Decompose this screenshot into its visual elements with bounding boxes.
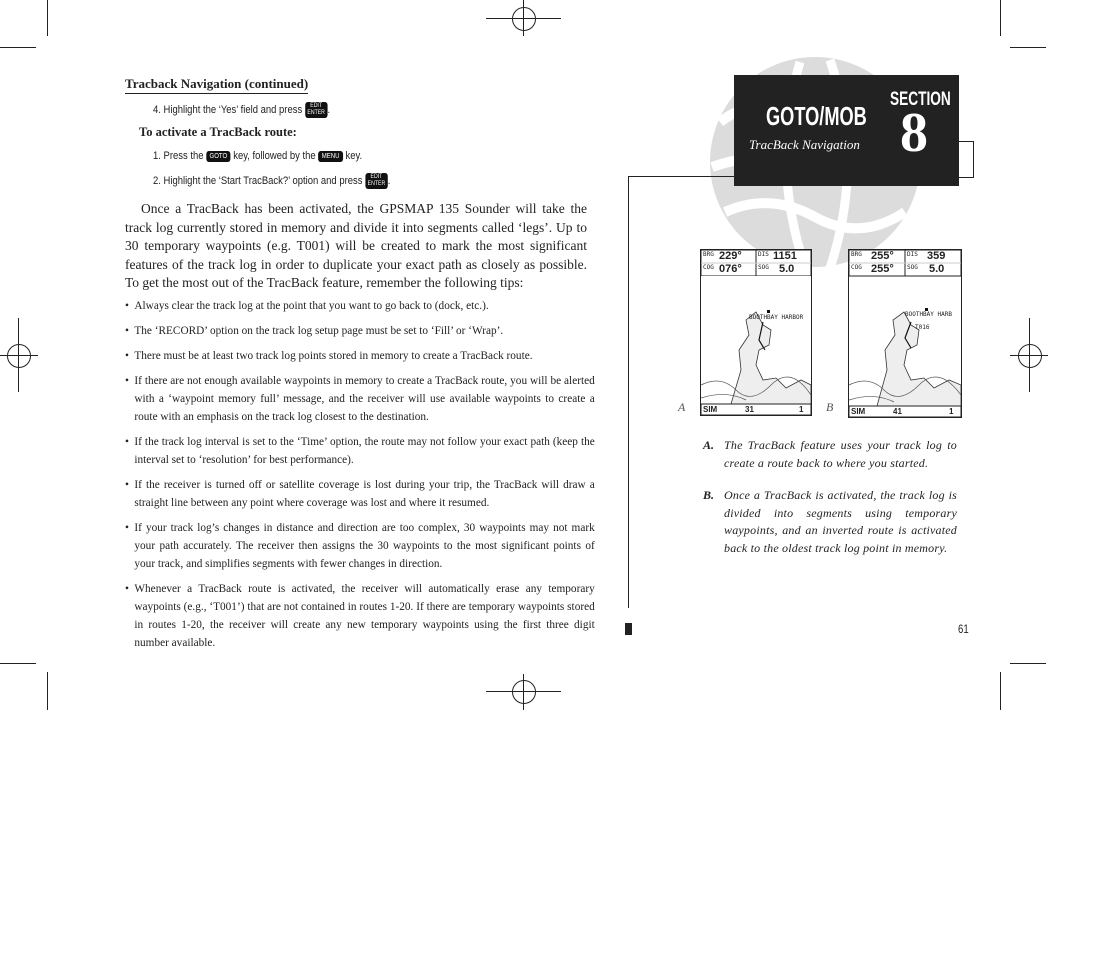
caption-letter: A. xyxy=(703,438,715,452)
unit-indicator: 1 xyxy=(949,407,954,416)
list-item: • Whenever a TracBack route is activated, the receiver will automatically erase any temporary waypoints (e.g., ‘T001’) that are not contained in routes 1-20. If there are temporary waypoints stored in routes 1-20, the receiver will create any new temporary waypoints using the first three digit number available. xyxy=(125,579,595,651)
subheading: To activate a TracBack route: xyxy=(139,125,297,139)
section-heading: Tracback Navigation (continued) xyxy=(125,76,308,94)
map-place-label: BOOTHBAY HARBOR xyxy=(749,314,804,321)
edit-enter-key-icon: EDIT ENTER xyxy=(365,173,388,189)
section-label: SECTION xyxy=(890,89,951,110)
step-2: 2. Highlight the ‘Start TracBack?’ option and press EDIT ENTER . xyxy=(153,174,391,187)
section-number: 8 xyxy=(900,102,928,164)
tips-list xyxy=(125,296,595,658)
caption-a xyxy=(703,437,957,472)
map-place-label: BOOTHBAY HARB xyxy=(905,311,952,318)
gps-screen-a xyxy=(700,249,812,416)
sim-indicator: SIM xyxy=(851,407,866,416)
unit-indicator: 1 xyxy=(799,405,804,414)
section-subtitle: TracBack Navigation xyxy=(749,137,860,152)
sim-indicator: SIM xyxy=(703,405,718,414)
intro-paragraph: Once a TracBack has been activated, the GPSMAP 135 Sounder will take the track log currently stored in memory and divide it into segments called ‘legs’. Up to 30 temporary waypoints (e.g. T001) will be created to mark the most significant features of the track log in order to duplicate your exact path as closely as possible. To get the most out of the TracBack feature, remember the following tips: xyxy=(125,201,587,290)
list-item: • Always clear the track log at the point that you want to go back to (dock, etc.). xyxy=(125,296,595,314)
cog-label: COG xyxy=(703,264,714,271)
brg-value: 229° xyxy=(719,250,742,262)
gps-screen-b xyxy=(848,249,962,418)
brg-label: BRG xyxy=(703,251,714,258)
zoom-level: 31 xyxy=(745,405,754,414)
step-1: 1. Press the GOTO key, followed by the MENU key. xyxy=(153,150,363,162)
list-item: • If there are not enough available waypoints in memory to create a TracBack route, you will be alerted with a ‘waypoint memory full’ message, and the receiver will use available waypoints to create a route with an emphasis on the track log closest to the destination. xyxy=(125,371,595,425)
menu-key-icon: MENU xyxy=(318,151,343,162)
brg-label: BRG xyxy=(851,251,862,258)
cog-label: COG xyxy=(851,264,862,271)
list-item: • If the receiver is turned off or satellite coverage is lost during your trip, the TracBack will draw a straight line between any point where coverage was lost and where it resumed. xyxy=(125,475,595,511)
waypoint-label: T016 xyxy=(915,324,930,331)
figure-label-b: B xyxy=(826,400,834,414)
cog-value: 255° xyxy=(871,263,894,275)
dis-label: DIS xyxy=(758,251,769,258)
section-title: GOTO/MOB xyxy=(766,101,867,131)
caption-b xyxy=(703,487,957,557)
edit-enter-key-icon: EDIT ENTER xyxy=(305,102,328,118)
list-item: • The ‘RECORD’ option on the track log setup page must be set to ‘Fill’ or ‘Wrap’. xyxy=(125,321,595,339)
sog-value: 5.0 xyxy=(779,263,795,275)
list-item: • If your track log’s changes in distance and direction are too complex, 30 waypoints may not mark your path accurately. The receiver then assigns the 30 waypoints to the most significant points of your track, and simplifies segments with fewer changes in direction. xyxy=(125,518,595,572)
column-rule xyxy=(628,176,629,608)
column-rule-top xyxy=(628,176,734,177)
caption-text: The TracBack feature uses your track log to create a route back to where you started. xyxy=(724,438,957,470)
page-marker xyxy=(625,623,632,635)
page-number: 61 xyxy=(958,622,969,636)
cog-value: 076° xyxy=(719,263,742,275)
sog-label: SOG xyxy=(758,264,769,271)
goto-key-icon: GOTO xyxy=(206,151,230,162)
sog-label: SOG xyxy=(907,264,918,271)
brg-value: 255° xyxy=(871,250,894,262)
dis-label: DIS xyxy=(907,251,918,258)
step-4: 4. Highlight the ‘Yes’ field and press EDIT ENTER . xyxy=(153,103,331,116)
caption-text: Once a TracBack is activated, the track log is divided into segments using temporary waypoints, and an inverted route is activated back to the oldest track log point in memory. xyxy=(724,488,957,555)
dis-value: 1151 xyxy=(773,250,797,262)
zoom-level: 41 xyxy=(893,407,902,416)
caption-letter: B. xyxy=(703,488,715,502)
list-item: • There must be at least two track log points stored in memory to create a TracBack route. xyxy=(125,346,595,364)
section-header xyxy=(734,75,959,186)
step-text: 4. Highlight the ‘Yes’ field and press xyxy=(153,103,303,116)
dis-value: 359 xyxy=(927,250,946,262)
sog-value: 5.0 xyxy=(929,263,945,275)
list-item: • If the track log interval is set to the ‘Time’ option, the route may not follow your exact path (keep the interval set to ‘resolution’ for best performance). xyxy=(125,432,595,468)
header-tab xyxy=(959,141,974,178)
figure-label-a: A xyxy=(678,400,686,414)
